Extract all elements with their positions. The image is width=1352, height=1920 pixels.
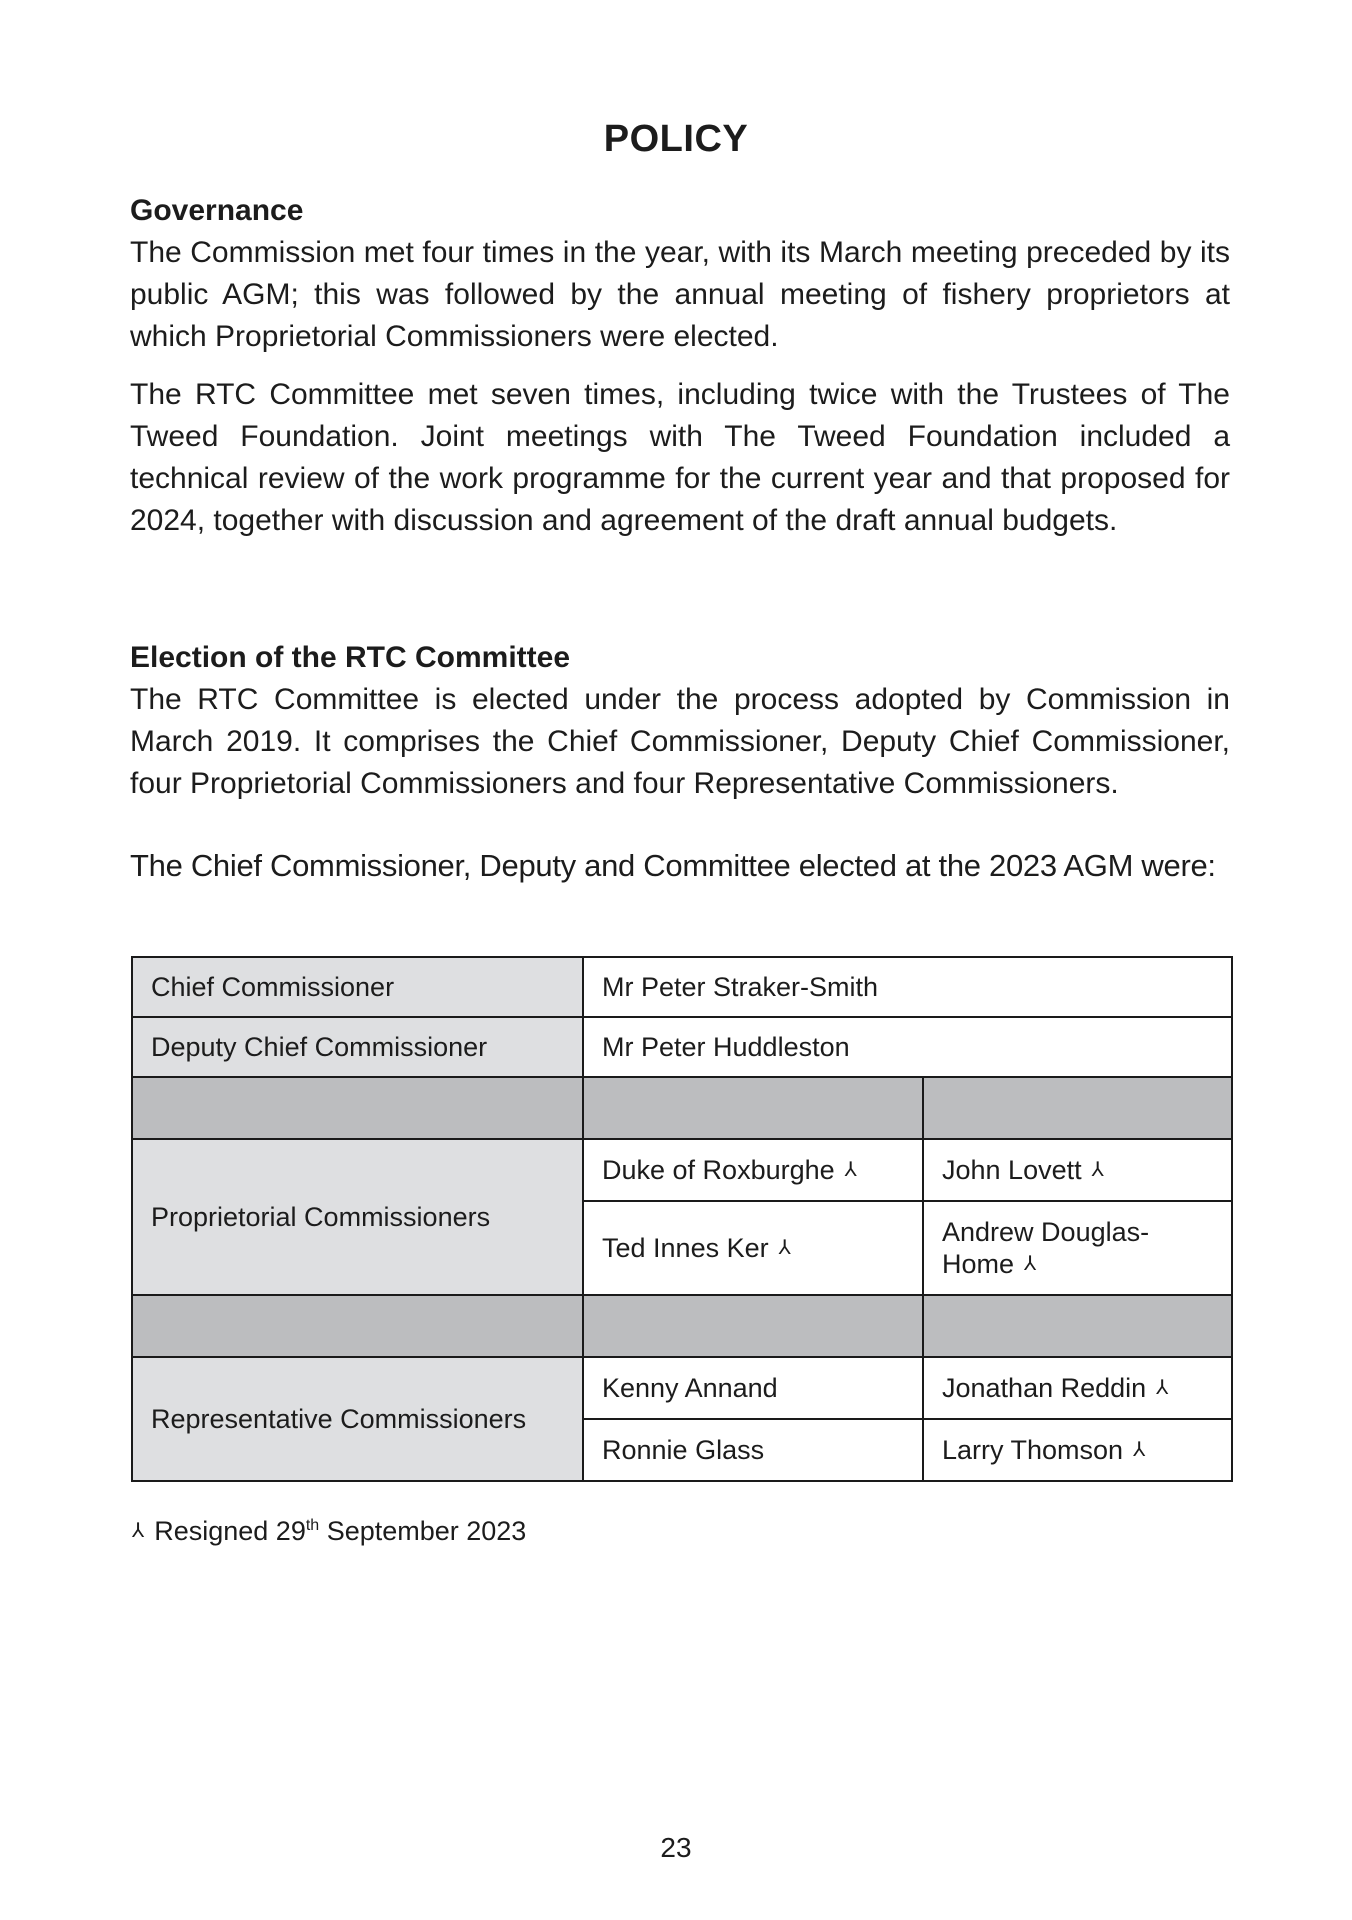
separator-cell [132,1077,583,1139]
resigned-mark-icon: ⅄ [1091,1158,1104,1181]
name-cell [583,1201,923,1295]
commissioner-name: Jonathan Reddin [942,1372,1147,1403]
governance-paragraph-1: The Commission met four times in the year, with its March meeting preceded by its public AGM; this was followed by the annual meeting of fishery proprietors at which Proprietorial Commissioners were elected. [130,236,1230,353]
name-cell [923,1139,1232,1201]
table-row-representative [132,1357,1232,1419]
governance-section [130,190,1230,542]
commissioner-name: Larry Thomson [942,1434,1124,1465]
election-paragraph: The RTC Committee is elected under the process adopted by Commission in March 2019. It comprises the Chief Commissioner, Deputy Chief Commissioner, four Proprietorial Commissioners and four Representative Commissioners. [130,683,1230,800]
name-cell [583,1357,923,1419]
commissioner-name: John Lovett [942,1154,1082,1185]
separator-cell [923,1295,1232,1357]
resigned-mark-icon: ⅄ [1133,1438,1146,1461]
resigned-mark-icon: ⅄ [1156,1376,1169,1399]
election-heading: Election of the RTC Committee [130,641,571,674]
resigned-mark-icon: ⅄ [1024,1253,1037,1275]
election-intro: The Chief Commissioner, Deputy and Committee elected at the 2023 AGM were: [130,848,1216,883]
deputy-role-cell: Deputy Chief Commissioner [132,1017,583,1077]
commissioner-name: Duke of Roxburghe [602,1154,835,1185]
separator-cell [132,1295,583,1357]
table-row-deputy [132,1017,1232,1077]
governance-paragraph-2: The RTC Committee met seven times, including twice with the Trustees of The Tweed Foundation. Joint meetings with The Tweed Foundation included a technical review of the work programme for the current year and that proposed for 2024, together with discussion and agreement of the draft annual budgets. [130,378,1230,537]
resigned-footnote [132,1516,526,1547]
resigned-mark-icon: ⅄ [132,1520,145,1542]
table-row-chief [132,957,1232,1017]
deputy-name-cell: Mr Peter Huddleston [583,1017,1232,1077]
committee-table [131,956,1233,1482]
footnote-superscript: th [305,1517,320,1534]
commissioner-name: Andrew Douglas-Home [942,1217,1150,1279]
separator-cell [923,1077,1232,1139]
footnote-text: Resigned 29 [154,1516,306,1546]
table-separator-row [132,1295,1232,1357]
table-separator-row [132,1077,1232,1139]
resigned-mark-icon: ⅄ [778,1236,791,1259]
election-section [130,637,1230,887]
governance-heading: Governance [130,194,304,227]
representative-role-cell: Representative Commissioners [132,1357,583,1481]
chief-role-cell: Chief Commissioner [132,957,583,1017]
name-cell [583,1419,923,1481]
chief-name-cell: Mr Peter Straker-Smith [583,957,1232,1017]
commissioner-name: Ronnie Glass [602,1434,765,1465]
proprietorial-role-cell: Proprietorial Commissioners [132,1139,583,1295]
name-cell [923,1419,1232,1481]
footnote-text-rest: September 2023 [319,1516,527,1546]
separator-cell [583,1077,923,1139]
name-cell [923,1357,1232,1419]
table-row-proprietorial [132,1139,1232,1201]
page-title: POLICY [603,118,749,160]
name-cell [583,1139,923,1201]
resigned-mark-icon: ⅄ [844,1158,857,1181]
name-cell [923,1201,1232,1295]
page-number: 23 [660,1832,692,1863]
commissioner-name: Kenny Annand [602,1372,778,1403]
commissioner-name: Ted Innes Ker [602,1232,769,1263]
separator-cell [583,1295,923,1357]
